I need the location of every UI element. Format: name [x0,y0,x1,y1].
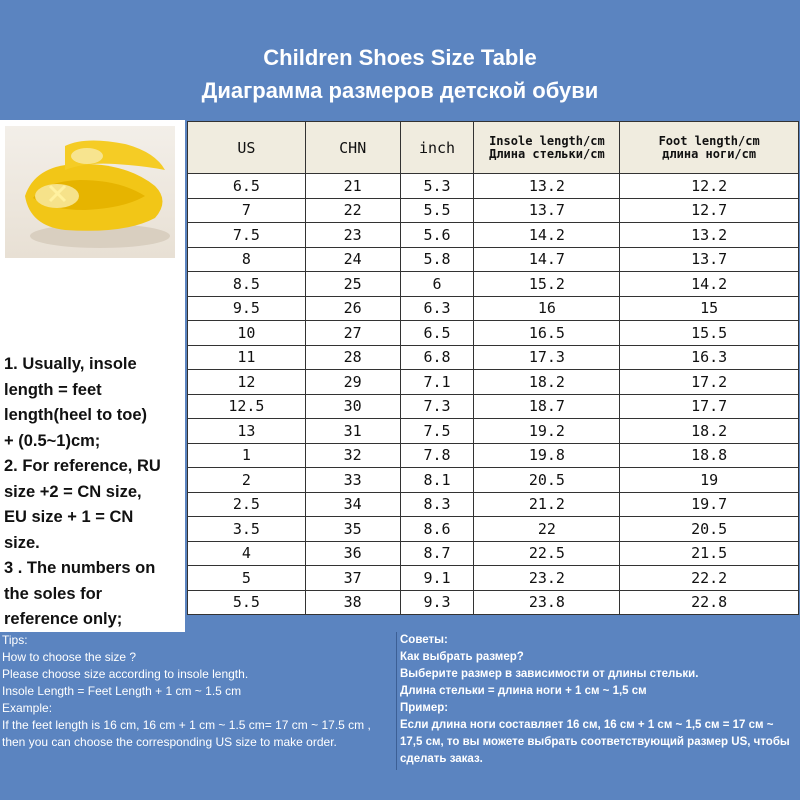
table-cell: 17.2 [620,370,799,395]
table-cell: 14.2 [620,272,799,297]
table-cell: 9.5 [188,296,306,321]
table-cell: 6.8 [400,345,474,370]
table-cell: 16 [474,296,620,321]
size-table [187,121,799,615]
tip-line: Выберите размер в зависимости от длины стельки. [400,668,699,680]
table-cell: 5.5 [188,590,306,615]
table-cell: 7.5 [188,223,306,248]
table-row [188,198,799,223]
table-row [188,345,799,370]
tip-line: Как выбрать размер? [400,651,524,663]
table-cell: 19.7 [620,492,799,517]
note-line: 2. For reference, RU [4,457,161,475]
table-cell: 21 [305,174,400,199]
table-cell: 7.5 [400,419,474,444]
table-cell: 18.2 [620,419,799,444]
table-cell: 15.2 [474,272,620,297]
note-line: 3 . The numbers on [4,559,156,577]
table-row [188,321,799,346]
table-cell: 6 [400,272,474,297]
table-cell: 2.5 [188,492,306,517]
table-cell: 5.8 [400,247,474,272]
table-cell: 7.8 [400,443,474,468]
table-row [188,296,799,321]
table-cell: 14.2 [474,223,620,248]
table-row [188,223,799,248]
table-cell: 20.5 [474,468,620,493]
table-cell: 13.7 [620,247,799,272]
left-panel [0,120,185,632]
note-line: size +2 = CN size, [4,482,142,501]
table-cell: 5 [188,566,306,591]
tip-line: Insole Length = Feet Length + 1 cm ~ 1.5 cm [2,684,242,698]
table-cell: 14.7 [474,247,620,272]
yellow-loafer-shoes-icon [5,126,175,258]
table-cell: 7 [188,198,306,223]
table-row [188,443,799,468]
table-cell: 15 [620,296,799,321]
table-cell: 10 [188,321,306,346]
tip-line: Советы: [400,634,448,646]
table-row [188,419,799,444]
table-cell: 11 [188,345,306,370]
note-line: the soles for [4,584,103,603]
table-cell: 22.8 [620,590,799,615]
table-row [188,492,799,517]
table-cell: 24 [305,247,400,272]
table-row [188,174,799,199]
column-header-inch: inch [400,122,474,174]
table-cell: 27 [305,321,400,346]
table-cell: 17.3 [474,345,620,370]
table-cell: 13.2 [474,174,620,199]
table-cell: 21.5 [620,541,799,566]
table-cell: 3.5 [188,517,306,542]
table-cell: 23.8 [474,590,620,615]
title-english: Children Shoes Size Table [263,45,537,70]
table-cell: 23 [305,223,400,248]
title-russian: Диаграмма размеров детской обуви [201,78,599,103]
table-cell: 16.5 [474,321,620,346]
table-header-row [188,122,799,174]
tips-russian [400,632,796,770]
table-cell: 38 [305,590,400,615]
table-cell: 6.5 [188,174,306,199]
table-cell: 6.3 [400,296,474,321]
table-cell: 5.6 [400,223,474,248]
table-cell: 4 [188,541,306,566]
table-cell: 6.5 [400,321,474,346]
table-cell: 8.7 [400,541,474,566]
tip-line: If the feet length is 16 cm, 16 cm + 1 cm ~ 1.5 cm= 17 cm ~ 17.5 cm , then you can choose the corresponding US size to make order. [2,718,371,749]
table-cell: 15.5 [620,321,799,346]
table-cell: 5.5 [400,198,474,223]
table-cell: 8.6 [400,517,474,542]
table-cell: 19.2 [474,419,620,444]
column-header-us: US [188,122,306,174]
table-cell: 18.7 [474,394,620,419]
table-row [188,247,799,272]
table-cell: 8.5 [188,272,306,297]
table-cell: 7.1 [400,370,474,395]
table-cell: 22.2 [620,566,799,591]
table-cell: 31 [305,419,400,444]
table-cell: 16.3 [620,345,799,370]
table-cell: 20.5 [620,517,799,542]
tip-line: How to choose the size ? [2,650,137,664]
table-cell: 12.2 [620,174,799,199]
table-cell: 13.2 [620,223,799,248]
table-row [188,566,799,591]
table-row [188,590,799,615]
column-header-foot [620,122,799,174]
note-line: 1. Usually, insole [4,355,137,373]
table-cell: 17.7 [620,394,799,419]
table-cell: 7.3 [400,394,474,419]
table-row [188,541,799,566]
column-header-insole-sub: Длина стельки/cm [489,146,605,161]
table-cell: 8.3 [400,492,474,517]
table-cell: 32 [305,443,400,468]
table-cell: 22.5 [474,541,620,566]
column-header-foot-label: Foot length/cm [658,133,760,148]
table-cell: 23.2 [474,566,620,591]
table-cell: 21.2 [474,492,620,517]
column-header-insole [474,122,620,174]
note-line: length(heel to toe) [4,406,147,424]
note-line: EU size + 1 = CN [4,508,134,526]
table-cell: 12.7 [620,198,799,223]
table-cell: 5.3 [400,174,474,199]
table-cell: 12 [188,370,306,395]
table-cell: 35 [305,517,400,542]
table-cell: 30 [305,394,400,419]
table-row [188,394,799,419]
column-header-chn: CHN [305,122,400,174]
shoe-photo [5,126,175,258]
table-cell: 34 [305,492,400,517]
column-header-foot-sub: длина ноги/cm [662,146,757,161]
table-cell: 2 [188,468,306,493]
note-line: + (0.5~1)cm; [4,431,101,450]
table-cell: 19 [620,468,799,493]
table-cell: 28 [305,345,400,370]
table-cell: 18.8 [620,443,799,468]
table-cell: 19.8 [474,443,620,468]
tip-line: Example: [2,701,53,715]
tip-line: Длина стельки = длина ноги + 1 см ~ 1,5 см [400,685,647,697]
table-cell: 1 [188,443,306,468]
table-cell: 36 [305,541,400,566]
table-cell: 29 [305,370,400,395]
note-line: reference only; [4,610,123,628]
table-row [188,468,799,493]
tips-divider [396,632,397,770]
tip-line: Please choose size according to insole length. [2,667,249,681]
table-cell: 8 [188,247,306,272]
table-cell: 33 [305,468,400,493]
table-cell: 25 [305,272,400,297]
table-cell: 12.5 [188,394,306,419]
table-cell: 9.3 [400,590,474,615]
note-line: length = feet [4,380,102,399]
table-cell: 26 [305,296,400,321]
table-cell: 8.1 [400,468,474,493]
table-cell: 22 [305,198,400,223]
table-cell: 9.1 [400,566,474,591]
note-line: size. [4,533,40,552]
table-cell: 13.7 [474,198,620,223]
size-notes [4,352,184,633]
table-row [188,517,799,542]
table-cell: 18.2 [474,370,620,395]
table-cell: 13 [188,419,306,444]
tip-line: Tips: [2,633,28,647]
table-cell: 22 [474,517,620,542]
column-header-insole-label: Insole length/cm [489,133,605,148]
tips-english [2,632,394,770]
table-body [188,174,799,615]
tip-line: Если длина ноги составляет 16 см, 16 см + 1 см ~ 1,5 см = 17 см ~ 17,5 см, то вы можете выбрать соответствующий размер US, чтобы сделать заказ. [400,719,790,765]
header [0,0,800,120]
table-cell: 37 [305,566,400,591]
tip-line: Пример: [400,702,449,714]
table-row [188,272,799,297]
table-row [188,370,799,395]
